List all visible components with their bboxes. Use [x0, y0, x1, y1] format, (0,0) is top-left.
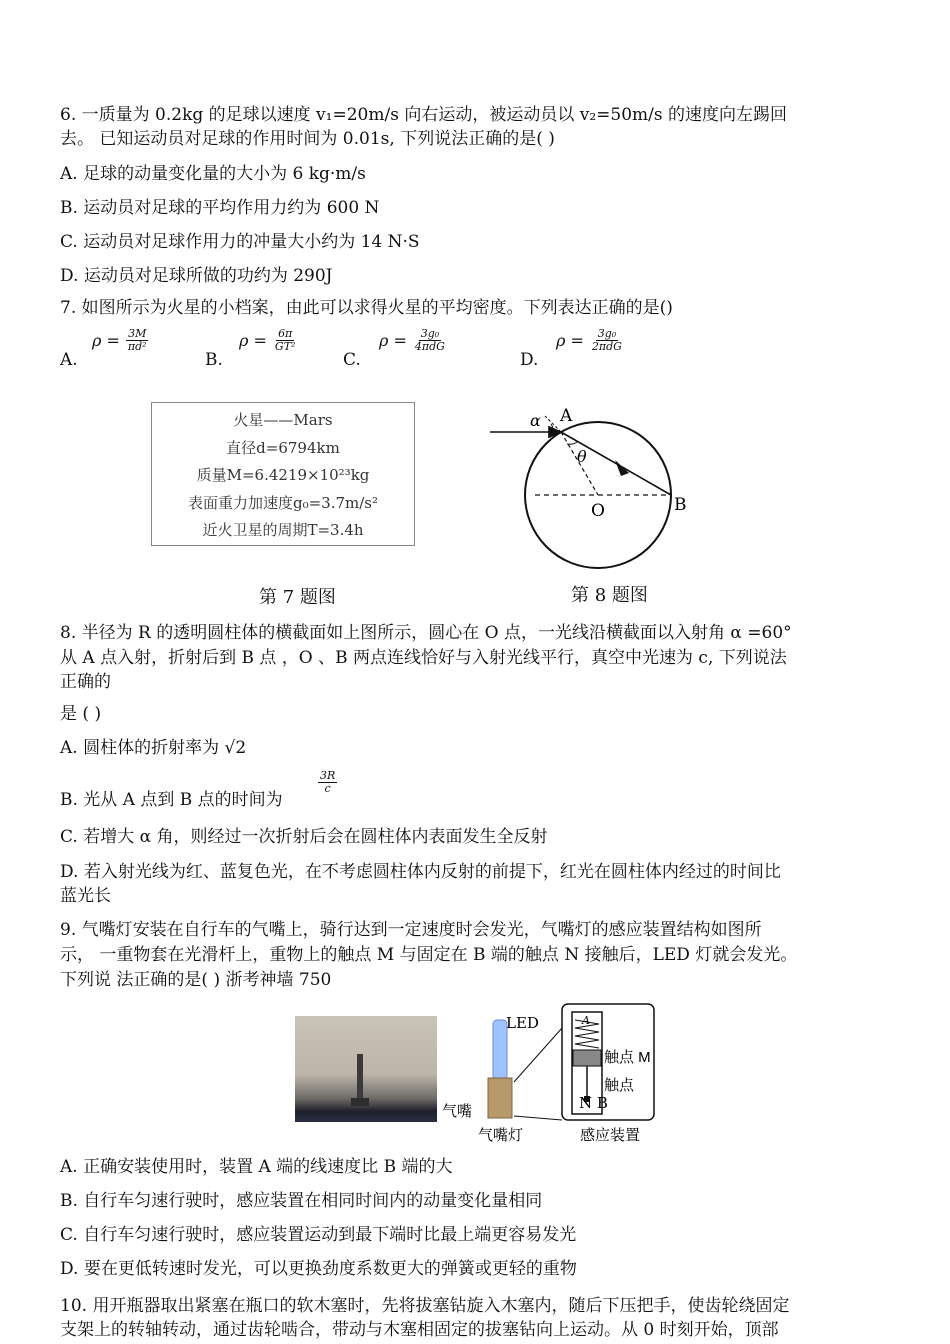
- q6-stem-line2: 去。 已知运动员对足球的作用时间为 0.01s, 下列说法正确的是( ): [60, 129, 555, 149]
- q7-option-c-formula: [379, 328, 447, 353]
- label-led: LED: [506, 1014, 539, 1032]
- rho-symbol: ρ =: [556, 331, 584, 350]
- q7-option-b-formula: [239, 328, 297, 353]
- q6-option-b: B. 运动员对足球的平均作用力约为 600 N: [60, 198, 380, 218]
- led-cap: [493, 1020, 507, 1080]
- q8-refraction-diagram: [485, 398, 695, 576]
- label-ganying: 感应装置: [580, 1127, 641, 1144]
- fraction-numerator: 3R: [320, 769, 336, 782]
- rho-symbol: ρ =: [92, 331, 120, 350]
- q8-stem-line3: 正确的: [60, 672, 111, 692]
- mars-card-line: 表面重力加速度g₀=3.7m/s²: [187, 493, 379, 512]
- q8-figure-caption: 第 8 题图: [571, 585, 648, 606]
- mars-card-line: 质量M=6.4219×10²³kg: [196, 466, 370, 484]
- rho-symbol: ρ =: [239, 331, 267, 350]
- q9-option-c: C. 自行车匀速行驶时，感应装置运动到最下端时比最上端更容易发光: [60, 1225, 577, 1245]
- q6-option-c: C. 运动员对足球作用力的冲量大小约为 14 N·S: [60, 232, 420, 252]
- q7-stem: 7. 如图所示为火星的小档案，由此可以求得火星的平均密度。下列表达正确的是(): [60, 298, 673, 318]
- q6-stem-line1: 6. 一质量为 0.2kg 的足球以速度 v₁=20m/s 向右运动，被运动员以 v₂=50m/s 的速度向左踢回: [60, 105, 787, 125]
- label-contact-m: 触点 M: [604, 1049, 651, 1066]
- q9-stem-line3: 下列说 法正确的是( ) 浙考神墙 750: [60, 970, 332, 990]
- q8-option-d-line1: D. 若入射光线为红、蓝复色光，在不考虑圆柱体内反射的前提下，红光在圆柱体内经过的时间比: [60, 862, 781, 882]
- q8-stem-line4: 是 ( ): [60, 704, 102, 724]
- q8-option-c: C. 若增大 α 角，则经过一次折射后会在圆柱体内表面发生全反射: [60, 827, 548, 847]
- q7-option-d-formula: [556, 328, 624, 353]
- mars-card-line: 直径d=6794km: [226, 438, 340, 457]
- q8-stem-line2: 从 A 点入射，折射后到 B 点 ，O 、B 两点连线恰好与入射光线平行，真空中光速为 c, 下列说法: [60, 648, 787, 668]
- q8-stem-line1: 8. 半径为 R 的透明圆柱体的横截面如上图所示，圆心在 O 点，一光线沿横截面以入射角 α =60°: [60, 623, 792, 643]
- mars-card-line: 火星——Mars: [233, 411, 333, 429]
- q9-option-b: B. 自行车匀速行驶时，感应装置在相同时间内的动量变化量相同: [60, 1191, 543, 1211]
- label-b: B: [674, 495, 687, 515]
- bicycle-valve-photo: [295, 1016, 437, 1122]
- label-alpha: α: [530, 411, 541, 430]
- weight-block: [573, 1050, 601, 1066]
- fraction-numerator: 6π: [278, 327, 293, 340]
- fraction-denominator: GT²: [274, 340, 296, 353]
- q8-option-a: A. 圆柱体的折射率为 √2: [60, 738, 247, 758]
- label-a: A: [582, 1014, 590, 1027]
- q9-option-a: A. 正确安装使用时，装置 A 端的线速度比 B 端的大: [60, 1157, 453, 1177]
- q6-option-a: A. 足球的动量变化量的大小为 6 kg·m/s: [60, 164, 366, 184]
- q7-option-c-letter: C.: [343, 350, 361, 370]
- label-contact: 触点: [604, 1077, 635, 1094]
- label-qizuideng: 气嘴灯: [478, 1127, 524, 1144]
- fraction-numerator: 3g₀: [420, 327, 440, 340]
- label-theta: θ: [577, 447, 587, 466]
- q10-stem-line1: 10. 用开瓶器取出紧塞在瓶口的软木塞时，先将拔塞钻旋入木塞内，随后下压把手，使齿轮绕固定: [60, 1296, 790, 1316]
- label-o: O: [591, 501, 605, 521]
- rho-symbol: ρ =: [379, 331, 407, 350]
- valve-stem: [357, 1054, 363, 1104]
- q9-stem-line1: 9. 气嘴灯安装在自行车的气嘴上，骑行达到一定速度时会发光，气嘴灯的感应装置结构如图所: [60, 920, 762, 940]
- theta-arc: [567, 442, 577, 444]
- q6-option-d: D. 运动员对足球所做的功约为 290J: [60, 266, 333, 286]
- fraction-denominator: 2πdG: [591, 340, 622, 353]
- q10-stem-line2: 支架上的转轴转动，通过齿轮啮合，带动与木塞相固定的拔塞钻向上运动。从 0 时刻开始，顶部: [60, 1320, 779, 1340]
- callout-line-bottom: [514, 1116, 562, 1120]
- q7-option-b-letter: B.: [205, 350, 223, 370]
- valve-light-diagram: [440, 1000, 670, 1150]
- fraction-denominator: πd²: [127, 340, 147, 353]
- mars-card-line: 近火卫星的周期T=3.4h: [202, 521, 364, 539]
- valve-base: [351, 1098, 369, 1106]
- fraction-numerator: 3M: [128, 327, 147, 340]
- q7-option-a-formula: [92, 328, 149, 353]
- q8-option-d-line2: 蓝光长: [60, 886, 111, 906]
- q9-stem-line2: 示， 一重物套在光滑杆上，重物上的触点 M 与固定在 B 端的触点 N 接触后，LED 灯就会发光。: [60, 945, 798, 965]
- fraction-denominator: 4πdG: [414, 340, 445, 353]
- fraction-numerator: 3g₀: [597, 327, 617, 340]
- q9-option-d: D. 要在更低转速时发光，可以更换劲度系数更大的弹簧或更轻的重物: [60, 1259, 577, 1279]
- q7-option-a-letter: A.: [60, 350, 78, 370]
- refracted-ray-arrow: [615, 460, 629, 476]
- valve-light-body: [488, 1078, 512, 1118]
- q8-option-b: B. 光从 A 点到 B 点的时间为: [60, 790, 283, 810]
- label-a: A: [560, 406, 573, 426]
- mars-info-card: [151, 402, 415, 546]
- callout-line-top: [514, 1028, 562, 1082]
- q7-option-d-letter: D.: [520, 350, 539, 370]
- q8-option-b-formula: [318, 770, 337, 795]
- fraction-denominator: c: [324, 782, 331, 795]
- q7-figure-caption: 第 7 题图: [259, 587, 336, 608]
- label-nb: N B: [579, 1094, 608, 1112]
- label-qizui: 气嘴: [442, 1103, 473, 1120]
